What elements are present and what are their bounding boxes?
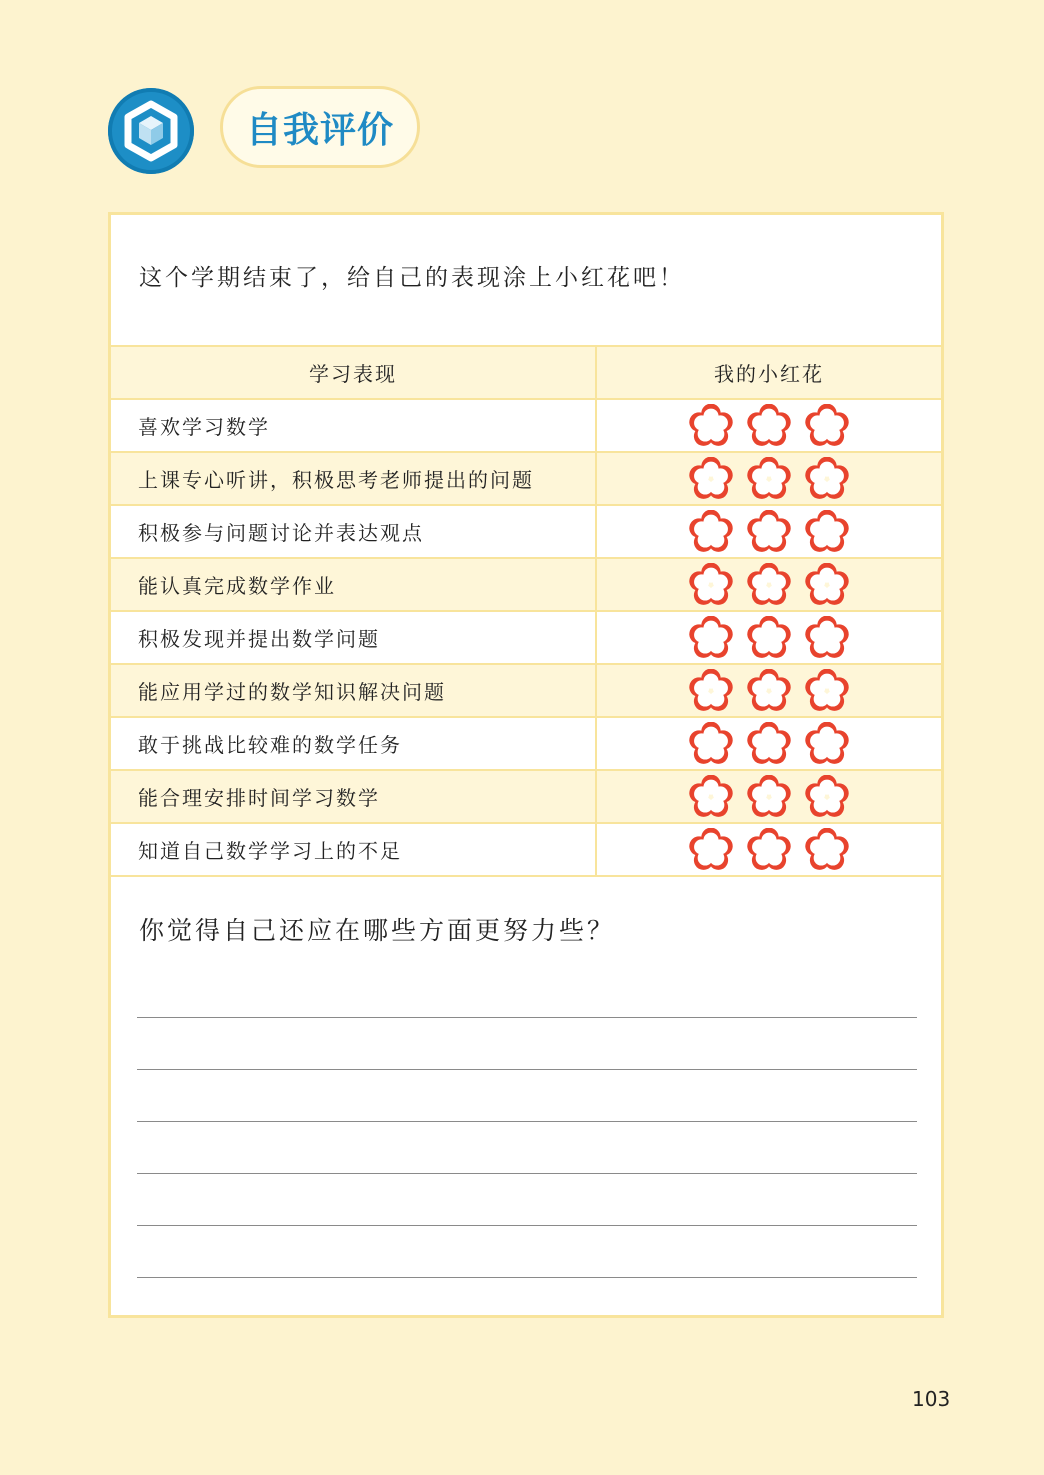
answer-line[interactable] [137,1017,917,1018]
table-row [111,770,941,823]
self-evaluation-card [108,212,944,1318]
page-number: 103 [912,1387,951,1411]
flower-outline-icon[interactable] [747,616,791,660]
flower-outline-icon[interactable] [805,563,849,607]
flower-outline-icon[interactable] [805,457,849,501]
performance-label: 上课专心听讲，积极思考老师提出的问题 [111,452,596,505]
flower-outline-icon[interactable] [805,775,849,819]
flower-outline-icon[interactable] [805,669,849,713]
table-row [111,823,941,876]
flower-outline-icon[interactable] [689,457,733,501]
performance-label: 积极发现并提出数学问题 [111,611,596,664]
performance-label: 积极参与问题讨论并表达观点 [111,505,596,558]
reflection-question: 你觉得自己还应在哪些方面更努力些？ [139,916,616,945]
table-row [111,717,941,770]
section-title-pill [220,86,420,168]
flower-cell [596,664,941,717]
performance-label: 能应用学过的数学知识解决问题 [111,664,596,717]
table-header-row [111,346,941,399]
performance-label: 喜欢学习数学 [111,399,596,452]
flower-cell [596,770,941,823]
flower-outline-icon[interactable] [689,775,733,819]
flower-outline-icon[interactable] [689,510,733,554]
header-my-flowers: 我的小红花 [596,346,941,399]
performance-label: 能合理安排时间学习数学 [111,770,596,823]
performance-label: 知道自己数学学习上的不足 [111,823,596,876]
table-row [111,664,941,717]
flower-cell [596,452,941,505]
flower-outline-icon[interactable] [747,457,791,501]
flower-outline-icon[interactable] [805,404,849,448]
flower-cell [596,399,941,452]
answer-line[interactable] [137,1173,917,1174]
section-title: 自我评价 [245,109,394,151]
table-row [111,399,941,452]
flower-outline-icon[interactable] [805,616,849,660]
flower-outline-icon[interactable] [805,828,849,872]
flower-cell [596,611,941,664]
flower-cell [596,823,941,876]
flower-outline-icon[interactable] [689,616,733,660]
flower-outline-icon[interactable] [689,828,733,872]
header-performance: 学习表现 [111,346,596,399]
performance-label: 敢于挑战比较难的数学任务 [111,717,596,770]
flower-outline-icon[interactable] [747,404,791,448]
answer-line[interactable] [137,1121,917,1122]
flower-outline-icon[interactable] [805,510,849,554]
table-row [111,452,941,505]
flower-outline-icon[interactable] [689,404,733,448]
flower-cell [596,558,941,611]
flower-outline-icon[interactable] [805,722,849,766]
flower-outline-icon[interactable] [689,722,733,766]
flower-outline-icon[interactable] [689,563,733,607]
answer-line[interactable] [137,1069,917,1070]
table-row [111,505,941,558]
flower-outline-icon[interactable] [747,775,791,819]
intro-text: 这个学期结束了，给自己的表现涂上小红花吧！ [139,265,685,291]
flower-cell [596,717,941,770]
answer-line[interactable] [137,1225,917,1226]
answer-line[interactable] [137,1277,917,1278]
flower-outline-icon[interactable] [747,563,791,607]
performance-table [111,345,941,877]
flower-outline-icon[interactable] [747,669,791,713]
table-row [111,611,941,664]
performance-label: 能认真完成数学作业 [111,558,596,611]
flower-cell [596,505,941,558]
table-row [111,558,941,611]
flower-outline-icon[interactable] [747,828,791,872]
flower-outline-icon[interactable] [747,510,791,554]
cube-icon [108,88,194,174]
flower-outline-icon[interactable] [747,722,791,766]
flower-outline-icon[interactable] [689,669,733,713]
